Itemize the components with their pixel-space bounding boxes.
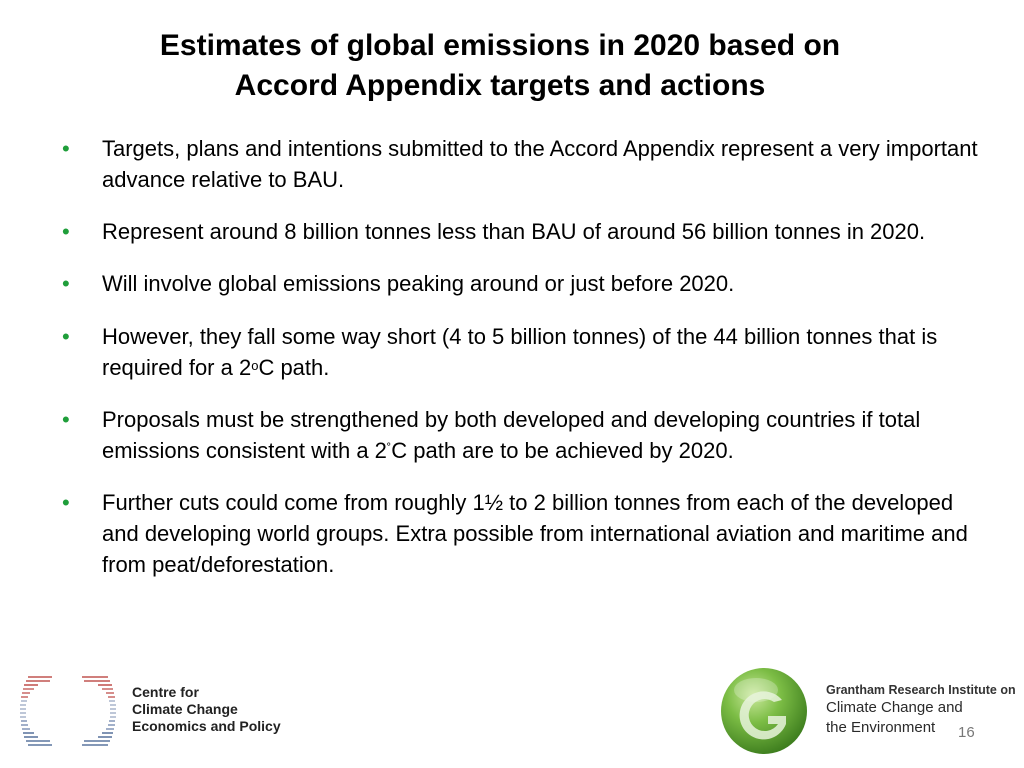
bullet-marker: •: [62, 219, 70, 244]
bullet-text-part: C path.: [258, 355, 330, 380]
bullet-text: Represent around 8 billion tonnes less than BAU of around 56 billion tonnes in 2020.: [102, 219, 926, 244]
bullet-marker: •: [62, 490, 70, 515]
bullet-text: Will involve global emissions peaking around or just before 2020.: [102, 271, 735, 296]
grantham-name-line-3: the Environment: [826, 719, 936, 736]
bullet-marker: •: [62, 407, 70, 432]
bullet-text-part: Proposals must be strengthened by both developed and developing countries if total emissions consistent with a 2: [102, 407, 921, 463]
bullet-item: [62, 487, 982, 580]
cccep-name-line-1: Centre for: [132, 684, 199, 700]
cccep-name-line-2: Climate Change: [132, 701, 238, 717]
bullet-text-part: However, they fall some way short (4 to 5 billion tonnes) of the 44 billion tonnes that is required for a 2: [102, 324, 938, 380]
cccep-logo-icon: [16, 673, 120, 751]
bullet-text: Targets, plans and intentions submitted to the Accord Appendix represent a very important advance relative to BAU.: [102, 136, 978, 192]
bullet-marker: •: [62, 324, 70, 349]
grantham-name-line-1: Grantham Research Institute on: [826, 683, 1016, 697]
page-number: 16: [958, 724, 975, 741]
slide-title: [0, 26, 1000, 106]
bullet-marker: •: [62, 136, 70, 161]
bullet-item: [62, 321, 982, 383]
slide-title-line-1: Estimates of global emissions in 2020 based on: [159, 29, 841, 62]
bullet-item: [62, 133, 982, 195]
degree-superscript: ˚: [386, 441, 392, 456]
bullet-item: [62, 404, 982, 466]
bullet-text: Further cuts could come from roughly 1½ to 2 billion tonnes from each of the developed and developing world groups. Extra possible from international aviation and maritime and from peat/deforestation.: [102, 490, 968, 577]
bullet-item: [62, 268, 982, 299]
bullet-list: [62, 133, 982, 601]
grantham-name-line-2: Climate Change and: [826, 699, 963, 716]
bullet-item: [62, 216, 982, 247]
grantham-name: [826, 682, 1016, 738]
grantham-logo-icon: [720, 666, 810, 756]
cccep-name: [132, 684, 281, 735]
degree-superscript: o: [251, 358, 259, 373]
bullet-text: [102, 324, 937, 380]
cccep-name-line-3: Economics and Policy: [132, 718, 281, 734]
bullet-text: [102, 407, 920, 463]
bullet-marker: •: [62, 271, 70, 296]
slide-title-line-2: Accord Appendix targets and actions: [234, 69, 766, 102]
bullet-text-part: C path are to be achieved by 2020.: [391, 438, 734, 463]
